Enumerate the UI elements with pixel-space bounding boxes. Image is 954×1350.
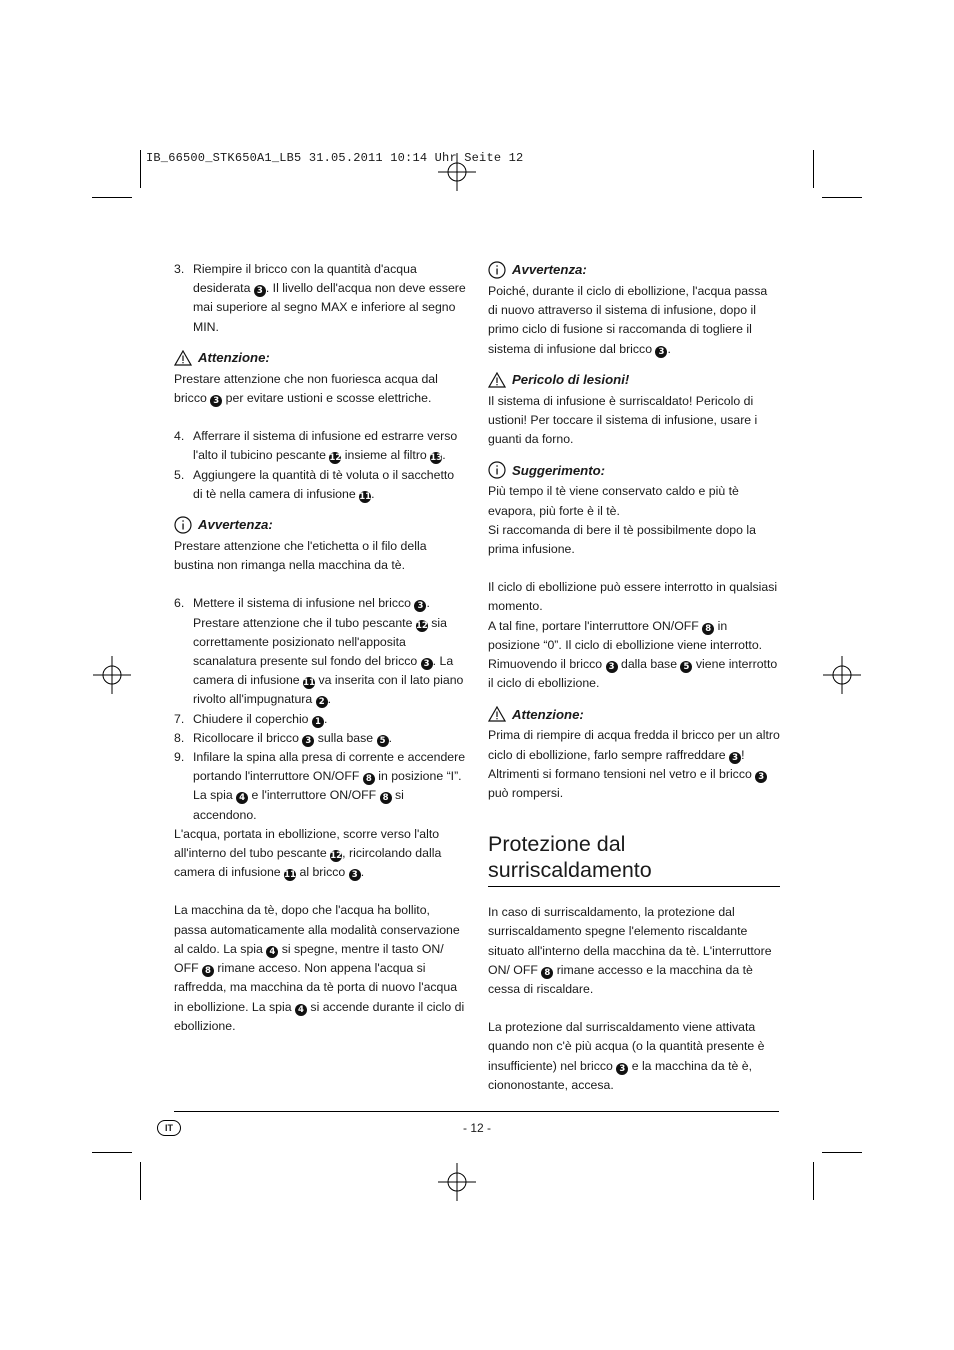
paragraph	[488, 903, 780, 999]
crop-mark	[140, 150, 141, 188]
step-text	[193, 594, 466, 709]
attention-title: Attenzione:	[512, 706, 584, 722]
text-run: può rompersi.	[488, 786, 564, 801]
right-column	[488, 259, 780, 1095]
info-icon	[488, 461, 506, 479]
callout-number: 3	[606, 661, 618, 673]
text-run: dalla base	[617, 657, 681, 672]
text-run: . Il livello dell'acqua non deve essere mai superiore al segno MAX e inferiore al segno MIN.	[193, 281, 466, 334]
print-slug: IB_66500_STK650A1_LB5 31.05.2011 10:14 Uhr Seite 12	[146, 151, 524, 165]
crop-mark	[822, 1152, 862, 1153]
text-run: Prima di riempire di acqua fredda il bricco per un altro ciclo di ebollizione, farlo sempre raffreddare	[488, 728, 780, 762]
crop-mark	[140, 1162, 141, 1200]
text-run: va inserita con il lato piano rivolto all'impugnatura	[193, 673, 464, 707]
attention-heading	[488, 703, 780, 725]
attention-title: Attenzione:	[198, 350, 270, 366]
step-text	[193, 729, 466, 748]
note-title: Avvertenza:	[512, 262, 587, 278]
text-run: e la macchina da tè è, ciononostante, accesa.	[488, 1058, 753, 1092]
callout-number: 12	[415, 620, 428, 631]
paragraph	[174, 825, 466, 883]
text-run: ! Altrimenti si formano tensioni nel vetro e il bricco	[488, 747, 756, 781]
registration-mark-right	[823, 656, 861, 694]
callout-number: 8	[541, 967, 553, 979]
attention-text	[488, 726, 780, 803]
text-run: per evitare ustioni e scosse elettriche.	[222, 391, 432, 406]
tip-title: Suggerimento:	[512, 462, 606, 478]
list-item	[174, 594, 466, 709]
text-run: L'acqua, portata in ebollizione, scorre verso l'alto all'interno del tubo pescante	[174, 826, 440, 861]
callout-number: 3	[349, 869, 361, 881]
callout-number: 3	[414, 600, 426, 612]
callout-number: 13	[430, 453, 443, 464]
language-badge: IT	[157, 1120, 181, 1136]
note-heading	[174, 514, 466, 536]
warning-icon	[174, 350, 192, 366]
list-item	[174, 427, 466, 465]
list-item	[174, 260, 466, 337]
attention-heading	[174, 347, 466, 369]
text-run: si spegne, mentre il tasto ON/ OFF	[174, 941, 444, 976]
callout-number: 3	[616, 1063, 628, 1075]
text-run: A tal fine, portare l'interruttore ON/OFF	[488, 618, 703, 633]
crop-mark	[92, 1152, 132, 1153]
callout-number: 3	[421, 658, 433, 670]
text-run: . Prestare attenzione che il tubo pescante	[193, 596, 430, 630]
note-text: Prestare attenzione che l'etichetta o il filo della bustina non rimanga nella macchina da tè.	[174, 539, 427, 573]
steps-list-b	[174, 427, 466, 504]
note-title: Avvertenza:	[198, 517, 273, 533]
paragraph	[174, 901, 466, 1035]
callout-number: 3	[729, 752, 741, 764]
registration-mark-top	[438, 153, 476, 191]
tip-text: Si raccomanda di bere il tè possibilmente dopo la prima infusione.	[488, 522, 756, 557]
crop-mark	[813, 1162, 814, 1200]
step-text	[193, 466, 466, 504]
callout-number: 11	[284, 870, 296, 881]
crop-mark	[822, 197, 862, 198]
crop-mark	[813, 150, 814, 188]
text-run: si accendono.	[193, 788, 404, 822]
step-text	[193, 710, 466, 729]
step-text	[193, 748, 466, 825]
list-item	[174, 466, 466, 504]
section-title: Protezione dal surriscaldamento	[488, 831, 780, 887]
text-run: e l'interruttore ON/OFF	[248, 788, 380, 803]
text-run: rimane acceso. Non appena l'acqua si raffredda, ma macchina da tè porta di nuovo l'acqua in ebollizione. La spia	[174, 961, 458, 1014]
text-run: La macchina da tè, dopo che l'acqua ha bollito, passa automaticamente alla modalità conservazione al caldo. La spia	[174, 903, 460, 956]
callout-number: 5	[680, 661, 692, 673]
text-run: in posizione “I”. La spia	[193, 769, 462, 803]
paragraph	[488, 617, 780, 694]
step-number: 5.	[174, 467, 185, 482]
step-text	[193, 260, 466, 337]
callout-number: 2	[316, 696, 328, 708]
callout-number: 8	[380, 792, 392, 804]
attention-text	[174, 370, 466, 408]
text-run: , ricircolando dalla camera di infusione	[174, 846, 442, 880]
text-run: sulla base	[314, 730, 377, 745]
note-heading	[488, 259, 780, 281]
callout-number: 3	[254, 285, 266, 297]
danger-text: Il sistema di infusione è surriscaldato! Pericolo di ustioni! Per toccare il sistema di infusione, usare i guanti da forno.	[488, 393, 758, 447]
tip-text: Più tempo il tè viene conservato caldo e più tè evapora, più forte è il tè.	[488, 484, 739, 518]
text-run: .	[360, 865, 365, 880]
text-run: .	[442, 448, 446, 463]
callout-number: 3	[755, 771, 767, 783]
text-run: in posizione “0”. Il ciclo di ebollizione viene interrotto. Rimuovendo il bricco	[488, 618, 763, 672]
registration-mark-left	[93, 656, 131, 694]
steps-list-a	[174, 260, 466, 337]
text-run: sia correttamente posizionato nell'apposita scanalatura presente sul fondo del bricco	[193, 615, 447, 669]
callout-number: 4	[266, 946, 278, 958]
callout-number: 12	[330, 851, 343, 862]
text-run: La protezione dal surriscaldamento viene attivata quando non c'è più acqua (o la quantità presente è insufficiente) nel bricco	[488, 1020, 765, 1073]
callout-number: 4	[236, 792, 248, 804]
callout-number: 11	[303, 678, 315, 689]
text-run: Prestare attenzione che non fuoriesca acqua dal bricco	[174, 371, 438, 406]
callout-number: 11	[359, 491, 372, 502]
step-number: 8.	[174, 730, 185, 745]
page-number: - 12 -	[462, 1121, 491, 1135]
text-run: Chiudere il coperchio	[193, 711, 312, 726]
text-run: .	[323, 711, 328, 726]
text-run: Afferrare il sistema di infusione ed estrarre verso l'alto il tubicino pescante	[193, 429, 458, 463]
text-run: si accende durante il ciclo di ebollizione.	[174, 999, 465, 1033]
footer-rule	[174, 1111, 779, 1112]
callout-number: 8	[202, 965, 214, 977]
text-run: Poiché, durante il ciclo di ebollizione, l'acqua passa di nuovo attraverso il sistema di infusione, dopo il primo ciclo di fusione si raccomanda di togliere il sistema di infusione dal bricco	[488, 284, 768, 356]
text-run: Ricollocare il bricco	[193, 730, 303, 745]
tip-heading	[488, 459, 780, 481]
info-icon	[174, 516, 192, 534]
left-column	[174, 260, 466, 1036]
text-run: Riempire il bricco con la quantità d'acqua desiderata	[193, 262, 417, 296]
text-run: viene interrotto il ciclo di ebollizione.	[488, 657, 778, 691]
steps-list-c	[174, 594, 466, 824]
text-run: Aggiungere la quantità di tè voluta o il sacchetto di tè nella camera di infusione	[193, 467, 455, 501]
crop-mark	[92, 197, 132, 198]
callout-number: 3	[302, 735, 314, 747]
callout-number: 1	[312, 716, 324, 728]
text-run: .	[667, 341, 671, 356]
text-run: .	[327, 692, 332, 707]
list-item	[174, 748, 466, 825]
step-number: 6.	[174, 596, 185, 611]
danger-heading	[488, 369, 780, 391]
step-number: 3.	[174, 262, 185, 276]
paragraph	[488, 1018, 780, 1095]
text-run: . La camera di infusione	[193, 654, 454, 688]
warning-icon	[488, 706, 506, 722]
callout-number: 8	[702, 623, 714, 635]
paragraph: Il ciclo di ebollizione può essere interrotto in qualsiasi momento.	[488, 580, 778, 614]
text-run: Mettere il sistema di infusione nel bricco	[193, 596, 415, 611]
info-icon	[488, 261, 506, 279]
callout-number: 3	[655, 346, 667, 358]
callout-number: 5	[377, 735, 389, 747]
callout-number: 3	[210, 395, 222, 407]
step-text	[193, 427, 466, 465]
warning-icon	[488, 372, 506, 388]
text-run: In caso di surriscaldamento, la protezione dal surriscaldamento spegne l'elemento riscaldante situato all'interno della macchina da tè. L'interruttore ON/ OFF	[488, 905, 772, 977]
text-run: rimane accesso e la macchina da tè cessa di riscaldare.	[488, 962, 753, 997]
registration-mark-bottom	[438, 1163, 476, 1201]
text-run: al bricco	[296, 865, 349, 880]
callout-number: 4	[295, 1004, 307, 1016]
text-run: .	[371, 486, 375, 501]
step-number: 7.	[174, 711, 185, 726]
note-text	[488, 282, 780, 359]
callout-number: 12	[329, 453, 342, 464]
text-run: Infilare la spina alla presa di corrente e accendere portando l'interruttore ON/OFF	[193, 750, 466, 784]
text-run: .	[388, 730, 392, 745]
step-number: 9.	[174, 750, 185, 765]
callout-number: 8	[363, 773, 375, 785]
list-item	[174, 710, 466, 729]
list-item	[174, 729, 466, 748]
text-run: insieme al filtro	[341, 448, 431, 463]
step-number: 4.	[174, 429, 185, 444]
danger-title: Pericolo di lesioni!	[512, 372, 630, 388]
